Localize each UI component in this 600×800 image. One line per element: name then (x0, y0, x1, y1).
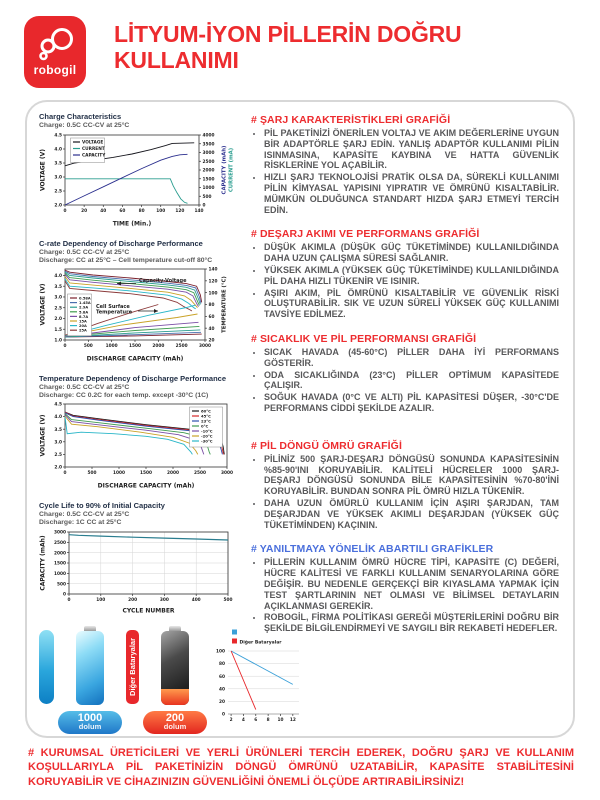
cycles-badge-good (58, 711, 122, 734)
svg-text:0.58A: 0.58A (79, 296, 91, 301)
svg-text:3.0: 3.0 (54, 440, 62, 446)
svg-text:2500: 2500 (202, 159, 215, 165)
other-batteries-label: Diğer Bataryalar (128, 637, 137, 696)
chart-crate-discharge (39, 239, 237, 368)
svg-text:12: 12 (289, 718, 296, 723)
battery-body-low (161, 631, 189, 705)
section-temperature-performance (251, 333, 559, 414)
bullet-list (251, 242, 559, 320)
chart-subtitle: Charge: 0.5C CC-CV at 25°C (39, 122, 130, 129)
chart-title: Charge Characteristics (39, 112, 122, 121)
svg-text:CAPACITY (mAh): CAPACITY (mAh) (221, 145, 228, 195)
cycles-unit: dolum (163, 722, 187, 731)
svg-text:2000: 2000 (167, 471, 179, 476)
charts-column (39, 112, 296, 731)
svg-text:3.0: 3.0 (54, 295, 62, 301)
svg-text:20: 20 (208, 338, 215, 344)
svg-text:2.5: 2.5 (54, 306, 62, 312)
svg-text:CURRENT (mA): CURRENT (mA) (228, 147, 235, 193)
svg-text:2000: 2000 (202, 168, 215, 174)
svg-text:4000: 4000 (202, 133, 215, 139)
section-title: # ŞARJ KARAKTERİSTİKLERİ GRAFİĞİ (251, 114, 451, 126)
svg-text:300: 300 (159, 598, 169, 603)
footer (28, 746, 574, 789)
bullet-list (251, 128, 559, 215)
svg-text:2500: 2500 (194, 471, 206, 476)
bullet: • DAHA UZUN ÖMÜRLÜ KULLANIM İÇİN AŞIRI ŞARJDAN, TAM DEŞARJDAN VE YÜKSEK AKIMLI DEŞARJDAN (YÜKSEK GÜÇ TÜKETİMİNDEN) KAÇININ. (264, 498, 559, 530)
section-discharge-current (251, 228, 559, 320)
robogil-circles-icon (36, 27, 74, 61)
svg-text:CAPACITY: CAPACITY (82, 153, 106, 159)
header (0, 0, 600, 92)
svg-text:1500: 1500 (54, 561, 66, 567)
other-battery (143, 626, 207, 734)
svg-text:3.0: 3.0 (54, 175, 62, 181)
chart-temperature-discharge (39, 374, 237, 495)
svg-text:-20°C: -20°C (201, 433, 213, 439)
svg-text:3.5: 3.5 (54, 284, 62, 290)
svg-text:1.5: 1.5 (54, 327, 62, 333)
svg-text:2000: 2000 (152, 344, 165, 349)
svg-text:Cell Surface: Cell Surface (96, 304, 130, 310)
robogil-battery (58, 626, 122, 734)
bullet: • HIZLI ŞARJ TEKNOLOJİSİ PRATİK OLSA DA, SÜREKLİ KULLANIMI PİLİN KİMYASAL YAPISINI YIPRATIR VE ÖMRÜNÜ KISALTABİLİR. MÜMKÜN OLDUĞUNCA STANDART HIZDA ŞARJ ETMEYİ TERCİH EDİN. (264, 172, 559, 215)
empty-battery-icon (161, 626, 189, 706)
svg-text:2.0: 2.0 (54, 203, 62, 209)
bullet: • ODA SICAKLIĞINDA (23°C) PİLLER OPTİMUM KAPASİTEDE ÇALIŞIR. (264, 370, 559, 392)
svg-text:2000: 2000 (54, 551, 66, 557)
svg-text:1.0: 1.0 (54, 338, 62, 344)
svg-text:0: 0 (63, 209, 67, 214)
svg-text:140: 140 (208, 267, 218, 273)
svg-text:2: 2 (229, 718, 233, 723)
svg-text:3.5: 3.5 (54, 161, 62, 167)
footer-text: # KURUMSAL ÜRETİCİLERİ VE YERLİ ÜRÜNLERİ TERCİH EDEREK, DOĞRU ŞARJ VE KULLANIM KOŞULLARIYLA PİL PAKETİNİZİN DÖNGÜ ÖMRÜNÜ UZATABİLİR, KAPASİTE STABİLİTESİNİ KORUYABİLİR VE CİHAZINIZIN GÜVENLİĞİNİ ÖNEMLİ ÖLÇÜDE ARTIRABİLİRSİNİZ! (28, 747, 574, 788)
svg-text:80: 80 (138, 209, 145, 214)
battery-figures (39, 626, 207, 734)
svg-text:VOLTAGE (V): VOLTAGE (V) (39, 414, 47, 457)
svg-text:1500: 1500 (129, 344, 141, 349)
other-batteries-label-strip (126, 630, 139, 704)
svg-text:4.5: 4.5 (54, 402, 62, 408)
cycles-value: 200 (165, 712, 185, 724)
logo-text: robogil (33, 63, 77, 77)
svg-text:80: 80 (219, 662, 225, 668)
svg-text:3.5: 3.5 (54, 427, 62, 433)
svg-text:5.8A: 5.8A (79, 310, 89, 315)
chart-subtitle: Discharge: CC 0.2C for each temp. except -30°C (1C) (39, 392, 209, 399)
bullet: • ROBOGİL, FİRMA POLİTİKASI GEREĞİ MÜŞTERİLERİNİ DOĞRU BİR ŞEKİLDE BİLGİLENDİRMEYİ VE SAYGILI BİR REKABETİ HEDEFLER. (264, 612, 559, 634)
svg-text:60°C: 60°C (201, 408, 211, 414)
svg-text:80: 80 (208, 303, 215, 309)
bullet: • SICAK HAVADA (45-60°C) PİLLER DAHA İYİ PERFORMANS GÖSTERİR. (264, 347, 559, 369)
section-title: # DEŞARJ AKIMI VE PERFORMANS GRAFİĞİ (251, 228, 480, 241)
chart-subtitle: Charge: 0.5C CC-CV at 25°C (39, 249, 130, 256)
svg-text:100: 100 (216, 649, 225, 655)
svg-text:140: 140 (194, 209, 204, 214)
svg-text:20: 20 (219, 700, 225, 705)
bullet: • AŞIRI AKIM, PİL ÖMRÜNÜ KISALTABİLİR VE GÜVENLİK RİSKİ OLUŞTURABİLİR. SIK VE UZUN SÜRELİ YÜKSEK GÜÇ KULLANIMI TAVSİYE EDİLMEZ. (264, 288, 559, 320)
svg-text:0: 0 (67, 598, 71, 603)
blue-bar-figure (39, 630, 54, 704)
section-cycle-life (251, 440, 559, 531)
cycle-life-plot (39, 527, 237, 620)
chart-cycle-life (39, 501, 237, 620)
svg-text:0°C: 0°C (201, 423, 209, 429)
svg-text:DISCHARGE CAPACITY (mAh): DISCHARGE CAPACITY (mAh) (97, 482, 195, 490)
section-title: # PİL DÖNGÜ ÖMRÜ GRAFİĞİ (251, 439, 402, 452)
svg-text:40: 40 (208, 326, 215, 332)
svg-text:100: 100 (96, 598, 106, 603)
svg-text:1000: 1000 (202, 186, 215, 192)
svg-text:8: 8 (266, 718, 270, 723)
svg-text:1000: 1000 (54, 571, 66, 577)
bullet-list (251, 347, 559, 414)
svg-text:60: 60 (208, 314, 215, 320)
svg-text:4: 4 (241, 718, 245, 723)
svg-text:500: 500 (83, 344, 93, 349)
svg-text:25A: 25A (79, 328, 87, 333)
svg-text:DISCHARGE CAPACITY (mAh): DISCHARGE CAPACITY (mAh) (86, 355, 184, 363)
svg-text:1000: 1000 (113, 471, 125, 476)
svg-text:2.5: 2.5 (54, 453, 62, 458)
svg-text:0: 0 (63, 471, 67, 476)
svg-text:2.0: 2.0 (54, 317, 62, 323)
bullet: • YÜKSEK AKIMLA (YÜKSEK GÜÇ TÜKETİMİNDE) KULLANILDIĞINDA PİL DAHA HIZLI TÜKENİR VE ISINIR. (264, 265, 559, 287)
svg-text:CURRENT: CURRENT (82, 147, 105, 152)
cycles-value: 1000 (77, 712, 103, 724)
svg-text:60: 60 (119, 209, 126, 214)
svg-text:3000: 3000 (221, 471, 233, 476)
svg-text:120: 120 (175, 209, 185, 214)
bullet-list (251, 557, 559, 634)
svg-text:3000: 3000 (54, 530, 66, 536)
svg-text:15A: 15A (79, 319, 87, 324)
section-title: # YANILTMAYA YÖNELİK ABARTILI GRAFİKLER (251, 543, 494, 556)
cycles-unit: dolum (78, 722, 102, 731)
charge-characteristics-plot (39, 130, 237, 233)
svg-text:45°C: 45°C (201, 413, 211, 419)
bullet: • SOĞUK HAVADA (0°C VE ALTI) PİL KAPASİTESİ DÜŞER, -30°C'DE PERFORMANS CİDDİ ŞEKİLDE AZALIR. (264, 392, 559, 414)
svg-text:10: 10 (277, 718, 284, 723)
svg-text:1.45A: 1.45A (79, 301, 91, 306)
svg-text:40: 40 (219, 687, 225, 693)
bullet-list (251, 454, 559, 531)
svg-text:23°C: 23°C (201, 418, 211, 424)
svg-text:20: 20 (81, 209, 88, 214)
crate-discharge-plot (39, 265, 237, 368)
chart-subtitle: Discharge: CC at 25°C – Cell temperature cut-off 80°C (39, 257, 213, 264)
svg-text:400: 400 (191, 598, 201, 603)
svg-text:6: 6 (254, 718, 258, 723)
svg-text:2500: 2500 (175, 344, 188, 349)
svg-text:8.7A: 8.7A (79, 314, 89, 319)
chart-subtitle: Charge: 0.5C CC-CV at 25°C (39, 384, 130, 391)
svg-text:VOLTAGE (V): VOLTAGE (V) (39, 283, 47, 326)
content-card (25, 100, 575, 738)
svg-text:500: 500 (223, 598, 233, 603)
chart-title: Cycle Life to 90% of Initial Capacity (39, 501, 165, 510)
page-title: LİTYUM-İYON PİLLERİN DOĞRU KULLANIMI (114, 21, 462, 73)
svg-text:500: 500 (202, 194, 212, 200)
full-battery-icon (76, 626, 104, 706)
text-column (245, 112, 563, 728)
svg-text:4.0: 4.0 (54, 415, 62, 421)
svg-text:2.9A: 2.9A (79, 305, 89, 310)
bullet: • DÜŞÜK AKIMLA (DÜŞÜK GÜÇ TÜKETİMİNDE) KULLANILDIĞINDA DAHA UZUN ÇALIŞMA SÜRESİ SAĞLANIR. (264, 242, 559, 264)
svg-text:100: 100 (208, 291, 218, 297)
svg-text:500: 500 (57, 582, 66, 588)
svg-text:TIME (Min.): TIME (Min.) (112, 220, 152, 228)
svg-text:3000: 3000 (202, 151, 215, 157)
battery-comparison (39, 626, 296, 734)
bullet: • PİLİNİZ 500 ŞARJ-DEŞARJ DÖNGÜSÜ SONUNDA KAPASİTESİNİN %85-90'INI KORUYABİLİR. KALİTELİ HÜCRELER 1000 ŞARJ-DEŞARJ DÖNGÜSÜ SONUNDA BİLE KAPASİTESİNİN %70-80'İNİ KORUYABİLİR. BUNDAN SONRA PİL ÖMRÜ HIZLA TÜKENİR. (264, 454, 559, 497)
temperature-discharge-plot (39, 400, 237, 495)
svg-text:TEMPERATURE (°C): TEMPERATURE (°C) (221, 276, 228, 333)
section-title: # SICAKLIK VE PİL PERFORMANSI GRAFİĞİ (251, 332, 477, 345)
svg-text:0: 0 (63, 344, 67, 349)
svg-text:3500: 3500 (202, 142, 215, 148)
svg-text:500: 500 (87, 471, 97, 476)
svg-text:4.5: 4.5 (54, 133, 62, 139)
svg-text:-30°C: -30°C (201, 438, 213, 444)
svg-text:1500: 1500 (202, 177, 215, 183)
svg-text:2.5: 2.5 (54, 189, 62, 195)
chart-title: C-rate Dependency of Discharge Performance (39, 239, 203, 248)
chart-subtitle: Charge: 0.5C CC-CV at 25°C (39, 511, 130, 518)
chart-title: Temperature Dependency of Discharge Performance (39, 374, 227, 383)
svg-text:-10°C: -10°C (201, 428, 213, 434)
svg-text:VOLTAGE: VOLTAGE (82, 140, 104, 146)
svg-text:Capacity-Voltage: Capacity-Voltage (139, 278, 187, 284)
svg-text:0: 0 (63, 592, 66, 598)
svg-text:VOLTAGE (V): VOLTAGE (V) (39, 149, 47, 191)
robogil-logo (24, 16, 86, 88)
cycles-badge-bad (143, 711, 207, 734)
svg-text:CYCLE NUMBER: CYCLE NUMBER (122, 607, 175, 615)
svg-text:60: 60 (219, 674, 225, 680)
svg-text:0: 0 (222, 712, 225, 718)
svg-text:2.0: 2.0 (54, 465, 62, 471)
svg-text:3000: 3000 (199, 344, 211, 349)
bullet: • PİL PAKETİNİZİ ÖNERİLEN VOLTAJ VE AKIM DEĞERLERİNE UYGUN BİR ADAPTÖRLE ŞARJ EDİN. YANLIŞ ADAPTÖR KULLANIMI PİLİN ISINMASINA, KAPASİTE KAYBINA VE HATTA GÜVENLİK RİSKLERİNE YOL AÇABİLİR. (264, 128, 559, 171)
svg-text:CAPACITY (mAh): CAPACITY (mAh) (39, 535, 47, 591)
svg-text:1500: 1500 (140, 471, 152, 476)
chart-charge-characteristics (39, 112, 237, 233)
bullet: • PİLLERİN KULLANIM ÖMRÜ HÜCRE TİPİ, KAPASİTE (C) DEĞERİ, HÜCRE KALİTESİ VE FARKLI KULLANIM SENARYOLARINA GÖRE DEĞİŞİR. BU NEDENLE GERÇEKÇİ BİR KIYASLAMA YAPMAK İÇİN TEST ŞARTLARININ NET OLMASI VE BİLİMSEL DETAYLARIN AÇIKLANMASI GEREKİR. (264, 557, 559, 611)
chart-subtitle: Discharge: 1C CC at 25°C (39, 519, 122, 526)
section-charge-characteristics (251, 114, 559, 215)
svg-text:2500: 2500 (54, 540, 66, 546)
svg-text:1000: 1000 (105, 344, 118, 349)
svg-text:Diğer Bataryalar: Diğer Bataryalar (239, 640, 282, 646)
section-misleading-charts (251, 543, 559, 634)
svg-text:20A: 20A (79, 324, 87, 329)
svg-text:4.0: 4.0 (54, 147, 62, 153)
battery-body-full (76, 631, 104, 705)
svg-text:4.0: 4.0 (54, 274, 62, 280)
svg-text:40: 40 (100, 209, 107, 214)
svg-text:120: 120 (208, 279, 218, 285)
svg-text:100: 100 (156, 209, 166, 214)
svg-text:Temperature: Temperature (96, 309, 132, 316)
svg-text:0: 0 (202, 203, 206, 209)
svg-text:200: 200 (128, 598, 138, 603)
